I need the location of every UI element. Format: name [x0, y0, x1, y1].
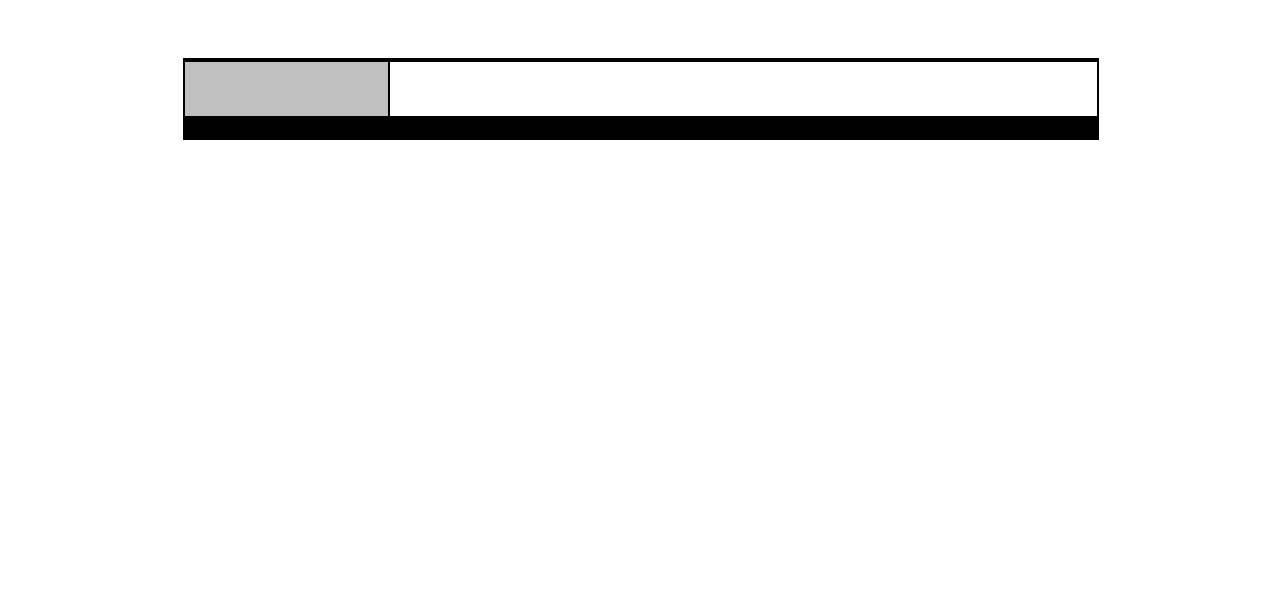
property-info-section: [183, 36, 1099, 140]
address-value-cell: [389, 61, 1098, 117]
table-row: [184, 61, 1098, 117]
equipment-value: [389, 137, 1098, 139]
table-row: [184, 137, 1098, 139]
spacer: [400, 89, 1097, 116]
property-info-table: [183, 58, 1099, 140]
row-label-address: [184, 61, 389, 117]
row-label-equipment: [184, 137, 389, 139]
address-line: [400, 62, 1097, 89]
section-heading: [183, 36, 1099, 58]
